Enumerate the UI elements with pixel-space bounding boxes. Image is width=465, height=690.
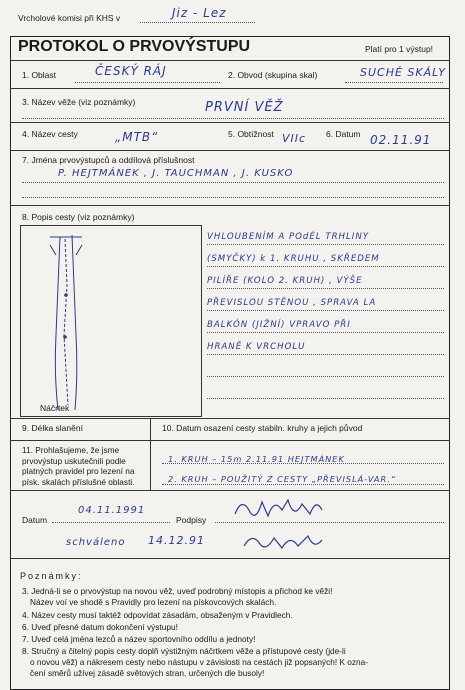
divider xyxy=(10,490,450,491)
popis-line: BALKÓN (JIŽNÍ) VPRAVO PŘI xyxy=(207,320,351,330)
popis-label: 8. Popis cesty (viz poznámky) xyxy=(22,212,135,222)
popis-line: (SMYČKY) k 1. KRUHU , SKŘEDEM xyxy=(207,254,380,264)
note-item: 3. Jedná-li se o prvovýstup na novou věž, uveď podrobný místopis a přichod ke věži! xyxy=(22,586,333,596)
popis-line: PILÍŘE (KOLO 2. KRUH) , VÝŠE xyxy=(207,276,363,286)
popis-line: HRANĚ K VRCHOLU xyxy=(207,342,306,352)
divider xyxy=(10,150,450,151)
divider xyxy=(10,440,450,441)
vez-label: 3. Název věže (viz poznámky) xyxy=(22,97,136,107)
popis-line: VHLOUBENÍM A POdÉL TRHLINY xyxy=(207,232,369,242)
note-item: Název voí ve shodě s Pravidly pro lezení na pískovcových skalách. xyxy=(30,597,277,607)
commission-value: Jiz - Lez xyxy=(172,6,227,20)
popis-dots xyxy=(207,332,444,333)
obtiznost-label: 5. Obtížnost xyxy=(228,129,274,139)
podpisy-label: Podpisy xyxy=(176,515,207,525)
divider xyxy=(10,88,450,89)
obvod-label: 2. Obvod (skupina skal) xyxy=(228,70,318,80)
osazeni-text xyxy=(168,449,448,489)
oblast-label: 1. Oblast xyxy=(22,70,57,80)
oblast-value: ČESKÝ RÁJ xyxy=(95,64,167,78)
popis-line: PŘEVISLOU STĚNOU , SPRAVA LA xyxy=(207,298,377,308)
datum-podpis-value: 04.11.1991 xyxy=(78,505,146,516)
jmena-value: P. HEJTMÁNEK , J. TAUCHMAN , J. KUSKO xyxy=(58,168,294,179)
note-item: 8. Stručný a čitelný popis cesty doplň výstižným náčrtkem věže a přístupové cesty (jde-li xyxy=(22,646,346,656)
commission-line xyxy=(140,22,255,23)
popis-dots xyxy=(207,310,444,311)
note-item: 4. Název cesty musí taktéž odpovídat zásadám, obsaženým v Pravidlech. xyxy=(22,610,293,620)
divider xyxy=(10,122,450,123)
prohlaseni-text: 11. Prohlašujeme, že jsme prvovýstup uskutečnili podle platných pravidel pro lezení na písk. skalách příslušné oblasti. xyxy=(22,445,135,487)
signature-2 xyxy=(238,526,328,556)
vez-value: PRVNÍ VĚŽ xyxy=(205,100,284,115)
divider xyxy=(10,205,450,206)
validity-note: Platí pro 1 výstup! xyxy=(365,44,434,54)
jmena-dots xyxy=(22,182,444,183)
obtiznost-value: VIIc xyxy=(282,132,307,145)
tower-sketch xyxy=(20,225,200,415)
divider xyxy=(10,418,450,419)
popis-dots xyxy=(207,266,444,267)
vez-dots xyxy=(22,118,444,119)
divider xyxy=(10,558,450,559)
schvaleno-date: 14.12.91 xyxy=(148,534,205,547)
note-item: čení směrů užívej zásadě světových stran, určených dle busoly! xyxy=(30,668,265,678)
popis-dots xyxy=(207,354,444,355)
form-title: PROTOKOL O PRVOVÝSTUPU xyxy=(18,38,251,55)
notes-heading: Poznámky: xyxy=(20,571,83,581)
obvod-value: SUCHÉ SKÁLY xyxy=(360,66,446,79)
datum-podpis-label: Datum xyxy=(22,515,48,525)
cesta-value: „MTB“ xyxy=(115,130,159,144)
popis-dots xyxy=(207,288,444,289)
popis-dots xyxy=(207,398,444,399)
obvod-dots xyxy=(345,82,443,83)
schvaleno-value: schváleno xyxy=(66,537,126,548)
osazeni-line: 2. KRUH – POUŽITÝ Z CESTY „PŘEVISLÁ-VAR.“ xyxy=(168,474,397,484)
note-item: 6. Uveď přesné datum dokončení výstupu! xyxy=(22,622,178,632)
nacrtek-label: Náčrtek xyxy=(40,403,70,413)
jmena-dots xyxy=(22,197,444,198)
osazeni-dots xyxy=(162,463,444,464)
osazeni-line: 1. KRUH – 15m 2.11.91 HEJTMÁNEK xyxy=(168,454,345,464)
datum-value: 02.11.91 xyxy=(370,133,432,147)
datum-label: 6. Datum xyxy=(326,129,361,139)
osazeni-dots xyxy=(162,484,444,485)
divider xyxy=(150,418,151,490)
commission-label: Vrcholové komisi při KHS v xyxy=(18,13,121,23)
jmena-label: 7. Jména prvovýstupců a oddílová příslušnost xyxy=(22,155,195,165)
popis-dots xyxy=(207,244,444,245)
popis-text xyxy=(207,226,447,358)
oblast-dots xyxy=(75,82,220,83)
slaneni-label: 9. Délka slanění xyxy=(22,423,83,433)
osazeni-label: 10. Datum osazení cesty stabiln. kruhy a jejich původ xyxy=(162,423,363,433)
cesta-label: 4. Název cesty xyxy=(22,129,78,139)
note-item: o novou věž) a nákresem cesty nebo nástupu v závislosti na cestách již popsaných! K ozna- xyxy=(30,657,369,667)
note-item: 7. Uveď celá jména lezců a název sportovního oddílu a jednoty! xyxy=(22,634,256,644)
datum-dots xyxy=(52,522,170,523)
signature-1 xyxy=(230,492,330,524)
popis-dots xyxy=(207,376,444,377)
divider xyxy=(10,60,450,61)
